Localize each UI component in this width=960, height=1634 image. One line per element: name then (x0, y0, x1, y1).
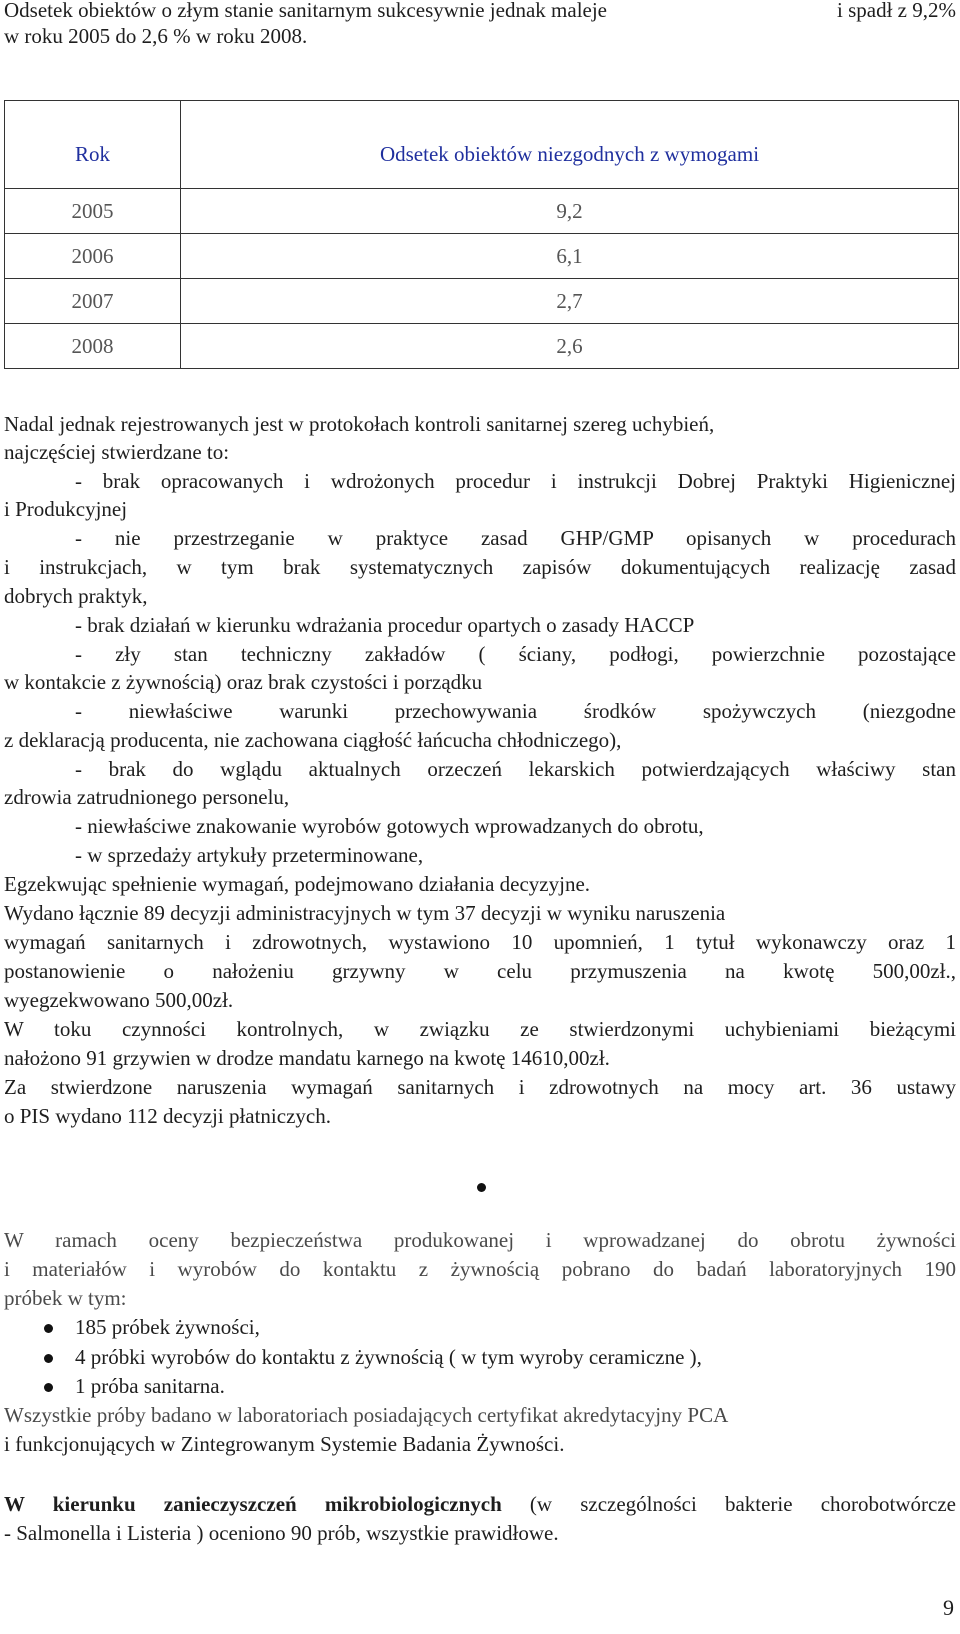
s1-para-2d: wyegzekwowano 500,00zł. (4, 988, 234, 1012)
page-number: 9 (943, 1595, 954, 1620)
intro-line-1-right: i spadł z 9,2% (837, 0, 956, 22)
s1-item-4a: - zły stan techniczny zakładów ( ściany, podłogi, powierzchnie pozostające (75, 642, 956, 666)
s2-line-1: W ramach oceny bezpieczeństwa produkowanej i wprowadzanej do obrotu żywności (4, 1228, 956, 1252)
s2-line-3: próbek w tym: (4, 1286, 127, 1310)
table-row (5, 324, 959, 369)
s2-line-5: i funkcjonujących w Zintegrowanym Systemie Badania Żywności. (4, 1432, 565, 1456)
s1-item-1a: - brak opracowanych i wdrożonych procedur i instrukcji Dobrej Praktyki Higienicznej (75, 469, 956, 493)
header-percentage: Odsetek obiektów niezgodnych z wymogami (181, 101, 959, 189)
s1-item-8: - w sprzedaży artykuły przeterminowane, (75, 843, 424, 867)
s2-line-4: Wszystkie próby badano w laboratoriach posiadających certyfikat akredytacyjny PCA (4, 1403, 729, 1427)
s2-line-2: i materiałów i wyrobów do kontaktu z żywnością pobrano do badań laboratoryjnych 190 (4, 1257, 956, 1281)
s3-bold-lead: W kierunku zanieczyszczeń mikrobiologicznych (4, 1492, 502, 1516)
list-bullet-icon (44, 1383, 53, 1392)
s1-item-5b: z deklaracją producenta, nie zachowana ciągłość łańcucha chłodniczego), (4, 728, 622, 752)
s1-item-5a: - niewłaściwe warunki przechowywania środków spożywczych (niezgodne (75, 699, 956, 723)
s1-item-3: - brak działań w kierunku wdrażania procedur opartych o zasady HACCP (75, 613, 695, 637)
s1-item-2a: - nie przestrzeganie w praktyce zasad GHP/GMP opisanych w procedurach (75, 526, 956, 550)
cell-value: 6,1 (181, 234, 959, 279)
s1-item-7: - niewłaściwe znakowanie wyrobów gotowych wprowadzanych do obrotu, (75, 814, 704, 838)
s2-bullet-2: 4 próbki wyrobów do kontaktu z żywnością ( w tym wyroby ceramiczne ), (75, 1345, 702, 1369)
table-row (5, 234, 959, 279)
s1-para-4a: Za stwierdzone naruszenia wymagań sanitarnych i zdrowotnych na mocy art. 36 ustawy (4, 1075, 956, 1099)
s2-bullet-3: 1 próba sanitarna. (75, 1374, 225, 1398)
s1-line-1: Nadal jednak rejestrowanych jest w protokołach kontroli sanitarnej szereg uchybień, (4, 412, 715, 436)
cell-year: 2008 (5, 324, 181, 369)
cell-value: 9,2 (181, 189, 959, 234)
s1-item-6b: zdrowia zatrudnionego personelu, (4, 785, 290, 809)
s3-line-1 (4, 1490, 956, 1519)
s1-para-2a: Wydano łącznie 89 decyzji administracyjnych w tym 37 decyzji w wyniku naruszenia (4, 901, 726, 925)
s1-line-2: najczęściej stwierdzane to: (4, 440, 230, 464)
s1-item-1b: i Produkcyjnej (4, 497, 128, 521)
cell-year: 2006 (5, 234, 181, 279)
s1-para-3b: nałożono 91 grzywien w drodze mandatu karnego na kwotę 14610,00zł. (4, 1046, 610, 1070)
s1-item-6a: - brak do wglądu aktualnych orzeczeń lekarskich potwierdzających właściwy stan (75, 757, 956, 781)
s1-para-1: Egzekwując spełnienie wymagań, podejmowano działania decyzyjne. (4, 872, 591, 896)
s1-para-4b: o PIS wydano 112 decyzji płatniczych. (4, 1104, 331, 1128)
intro-line-2: w roku 2005 do 2,6 % w roku 2008. (4, 24, 308, 48)
s1-item-2b: i instrukcjach, w tym brak systematycznych zapisów dokumentujących realizację zasad (4, 555, 956, 579)
table-row (5, 189, 959, 234)
s1-item-4b: w kontakcie z żywnością) oraz brak czystości i porządku (4, 670, 483, 694)
list-bullet-icon (44, 1354, 53, 1363)
s1-para-2b: wymagań sanitarnych i zdrowotnych, wystawiono 10 upomnień, 1 tytuł wykonawczy oraz 1 (4, 930, 956, 954)
cell-value: 2,6 (181, 324, 959, 369)
cell-value: 2,7 (181, 279, 959, 324)
header-year: Rok (5, 101, 181, 189)
table-header-row (5, 101, 959, 189)
list-bullet-icon (44, 1324, 53, 1333)
table-row (5, 279, 959, 324)
s2-bullet-1: 185 próbek żywności, (75, 1315, 260, 1339)
cell-year: 2007 (5, 279, 181, 324)
s1-para-3a: W toku czynności kontrolnych, w związku ze stwierdzonymi uchybieniami bieżącymi (4, 1017, 956, 1041)
s3-line-2: - Salmonella i Listeria ) oceniono 90 prób, wszystkie prawidłowe. (4, 1521, 559, 1545)
s3-line-1-rest: (w szczególności bakterie chorobotwórcze (501, 1492, 956, 1516)
separator-bullet-icon (477, 1183, 486, 1192)
intro-line-1-left: Odsetek obiektów o złym stanie sanitarnym sukcesywnie jednak maleje (4, 0, 608, 22)
s1-para-2c: postanowienie o nałożeniu grzywny w celu przymuszenia na kwotę 500,00zł., (4, 959, 956, 983)
s1-item-2c: dobrych praktyk, (4, 584, 148, 608)
cell-year: 2005 (5, 189, 181, 234)
noncompliance-table (4, 100, 959, 369)
